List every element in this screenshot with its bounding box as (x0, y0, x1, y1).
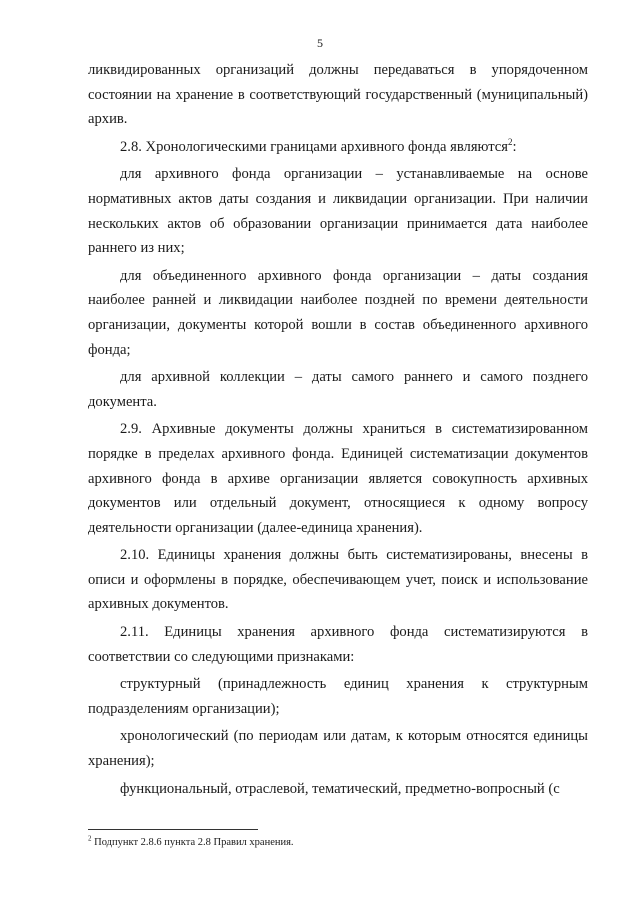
paragraph-continuation: ликвидированных организаций должны передаваться в упорядоченном состоянии на хранение в соответствующий государственный (муниципальный) архив. (88, 62, 588, 128)
paragraph-2-8-colon: : (512, 138, 517, 155)
footnote-text: Подпункт 2.8.6 пункта 2.8 Правил хранения. (91, 837, 294, 848)
paragraph-functional: функциональный, отраслевой, тематический, предметно-вопросный (с (120, 780, 560, 797)
paragraph-collection: для архивной коллекции – даты самого раннего и самого позднего документа. (88, 369, 588, 410)
paragraph-2-8 (88, 135, 588, 160)
paragraph-2-10: 2.10. Единицы хранения должны быть систематизированы, внесены в описи и оформлены в порядке, обеспечивающем учет, поиск и использование архивных документов. (88, 547, 588, 613)
footnote (88, 836, 588, 850)
body-text (88, 58, 588, 801)
paragraph-2-11: 2.11. Единицы хранения архивного фонда систематизируются в соответствии со следующими признаками: (88, 624, 588, 665)
paragraph-structural: структурный (принадлежность единиц хранения к структурным подразделениям организации); (88, 676, 588, 717)
paragraph-fund-boundaries: для архивного фонда организации – устанавливаемые на основе нормативных актов даты создания и ликвидации организации. При наличии нескольких актов об образовании организации принимается дата наиболее раннего из них; (88, 166, 588, 257)
footnote-divider (88, 829, 258, 830)
footnote-reference[interactable]: 2 (508, 136, 513, 147)
page-number: 5 (317, 36, 323, 50)
paragraph-chronological: хронологический (по периодам или датам, к которым относятся единицы хранения); (88, 728, 588, 770)
paragraph-2-9: 2.9. Архивные документы должны храниться в систематизированном порядке в пределах архивного фонда. Единицей систематизации документов архивного фонда в архиве организации является совокупность архивных документов или отдельный документ, относящиеся к одному вопросу деятельности организации (далее-единица хранения). (88, 421, 588, 536)
footnote-mark: 2 (88, 834, 92, 843)
paragraph-united-fund: для объединенного архивного фонда организации – даты создания наиболее ранней и ликвидации наиболее поздней по времени деятельности организации, документы которой вошли в состав объединенного архивного фонда; (88, 267, 588, 358)
paragraph-2-8-text: 2.8. Хронологическими границами архивного фонда являются (120, 138, 508, 155)
